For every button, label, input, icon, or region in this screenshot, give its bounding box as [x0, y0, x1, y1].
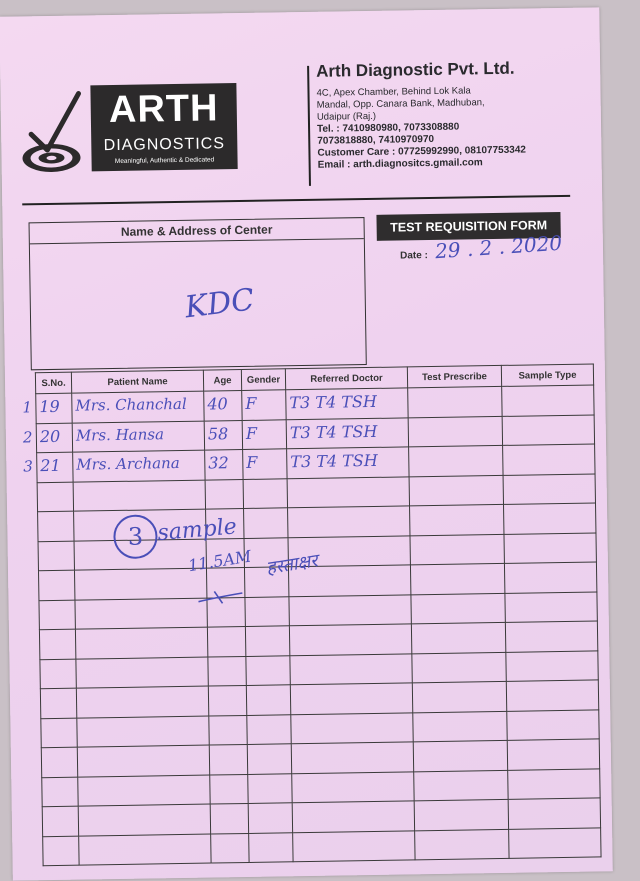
- cell-age: [204, 391, 242, 421]
- telephone: Tel. : 7410980980, 7073308880: [317, 121, 460, 135]
- cell-referred-doctor: [288, 506, 410, 537]
- cell-referred-doctor: [292, 801, 414, 832]
- cell-sample-type: [503, 444, 595, 475]
- cell-referred-doctor: [290, 653, 412, 684]
- cell-test-prescribe: [411, 622, 505, 653]
- col-gender: Gender: [241, 369, 285, 391]
- cell-sno: [38, 511, 74, 541]
- cell-test-prescribe: [409, 475, 503, 506]
- cell-test-prescribe: [412, 652, 506, 683]
- cell-sample-type: [502, 414, 594, 445]
- cell-age: [209, 715, 247, 745]
- center-box: [29, 217, 367, 370]
- center-value: KDC: [182, 282, 257, 326]
- cell-gender: [248, 773, 292, 803]
- cell-sno: [22, 393, 72, 423]
- header-rule: [22, 195, 570, 206]
- requisition-sheet: [0, 7, 613, 880]
- customer-care: Customer Care : 07725992990, 08107753342: [317, 144, 527, 159]
- address-line-2: Mandal, Opp. Canara Bank, Madhuban,: [316, 97, 485, 111]
- cell-gender: [242, 390, 286, 420]
- sample-note: sample: [156, 514, 238, 547]
- cell-sno: [40, 688, 76, 718]
- cell-test-prescribe: [415, 829, 509, 860]
- cell-referred-doctor: [286, 417, 408, 448]
- cell-test-prescribe: [410, 504, 504, 535]
- cell-patient-name: [77, 745, 209, 777]
- cell-age: [208, 685, 246, 715]
- cell-sample-type: [509, 827, 601, 858]
- cell-sno: [39, 629, 75, 659]
- cell-gender: [245, 596, 289, 626]
- cell-sample-type: [506, 680, 598, 711]
- cell-age: [210, 803, 248, 833]
- cell-referred-doctor: [289, 624, 411, 655]
- col-test-prescribe: Test Prescribe: [407, 365, 501, 387]
- handwritten-entry: 32: [208, 453, 229, 473]
- cell-age: [209, 744, 247, 774]
- logo-tagline: Meaningful, Authentic & Dedicated: [114, 156, 215, 165]
- cell-patient-name: [76, 686, 208, 718]
- cell-sno: [41, 747, 77, 777]
- cell-patient-name: [78, 775, 210, 807]
- cell-sno: [38, 570, 74, 600]
- cell-sample-type: [508, 798, 600, 829]
- cell-sample-type: [505, 621, 597, 652]
- handwritten-entry: F: [246, 452, 258, 472]
- cell-age: [210, 774, 248, 804]
- logo-box: [90, 83, 237, 171]
- handwritten-entry: 58: [207, 423, 229, 444]
- cell-referred-doctor: [286, 388, 408, 419]
- handwritten-entry: 21: [40, 455, 61, 476]
- cell-test-prescribe: [410, 534, 504, 565]
- handwritten-entry: 40: [207, 394, 228, 414]
- col-sample-type: Sample Type: [501, 364, 593, 386]
- handwritten-entry: T3 T4 TSH: [289, 421, 378, 442]
- cell-test-prescribe: [414, 799, 508, 830]
- cell-gender: [248, 803, 292, 833]
- cell-sample-type: [507, 709, 599, 740]
- cell-patient-name: [75, 598, 207, 630]
- cell-sno: [37, 482, 73, 512]
- cell-gender: [246, 685, 290, 715]
- cell-gender: [242, 419, 286, 449]
- cell-gender: [245, 626, 289, 656]
- cell-gender: [246, 655, 290, 685]
- cell-referred-doctor: [289, 594, 411, 625]
- cell-sample-type: [506, 650, 598, 681]
- col-referred-doctor: Referred Doctor: [285, 367, 407, 390]
- cell-age: [207, 626, 245, 656]
- cell-sample-type: [504, 532, 596, 563]
- handwritten-entry: 19: [39, 396, 60, 417]
- handwritten-entry: Mrs. Archana: [76, 453, 180, 474]
- cell-sno: [42, 777, 78, 807]
- cell-patient-name: [72, 391, 204, 423]
- cell-age: [204, 420, 242, 450]
- cell-patient-name: [73, 450, 205, 482]
- cell-gender: [244, 508, 288, 538]
- cell-referred-doctor: [291, 742, 413, 773]
- col-sno: S.No.: [35, 372, 71, 394]
- time-note: 11.5AM: [186, 546, 253, 576]
- date-label: Date :: [400, 250, 428, 262]
- col-patient-name: Patient Name: [71, 370, 203, 393]
- logo-brand: ARTH: [108, 87, 219, 132]
- cell-patient-name: [78, 804, 210, 836]
- cell-gender: [247, 744, 291, 774]
- test-table: [22, 363, 602, 866]
- cell-patient-name: [77, 716, 209, 748]
- address-line-1: 4C, Apex Chamber, Behind Lok Kala: [316, 85, 471, 99]
- address-line-3: Udaipur (Raj.): [316, 110, 377, 123]
- center-label: Name & Address of Center: [30, 218, 364, 244]
- margin-number: 1: [22, 398, 33, 417]
- cell-sno: [23, 452, 73, 482]
- cell-sample-type: [507, 739, 599, 770]
- cell-patient-name: [74, 568, 206, 600]
- cell-age: [208, 656, 246, 686]
- handwritten-entry: F: [245, 423, 258, 443]
- sample-count-circle: 3: [113, 514, 158, 559]
- tick-mark-icon: [196, 587, 246, 608]
- cell-gender: [249, 832, 293, 862]
- cell-sample-type: [502, 385, 594, 416]
- cell-sample-type: [508, 768, 600, 799]
- cell-sample-type: [503, 473, 595, 504]
- cell-test-prescribe: [409, 445, 503, 476]
- margin-number: 2: [22, 427, 33, 446]
- cell-patient-name: [79, 834, 211, 866]
- cell-age: [211, 833, 249, 863]
- handwritten-entry: F: [245, 393, 257, 413]
- email: Email : arth.diagnositcs.gmail.com: [317, 157, 483, 171]
- cell-referred-doctor: [291, 712, 413, 743]
- date-value: 29 . 2 . 2020: [434, 230, 563, 264]
- logo-sub: DIAGNOSTICS: [103, 135, 226, 155]
- cell-referred-doctor: [290, 683, 412, 714]
- cell-sno: [41, 718, 77, 748]
- target-check-icon: [20, 85, 85, 178]
- company-name: Arth Diagnostic Pvt. Ltd.: [316, 58, 515, 81]
- cell-test-prescribe: [408, 416, 502, 447]
- cell-referred-doctor: [292, 771, 414, 802]
- header-divider: [307, 66, 311, 186]
- cell-sno: [39, 600, 75, 630]
- cell-gender: [247, 714, 291, 744]
- handwritten-entry: T3 T4 TSH: [290, 450, 378, 472]
- handwritten-entry: Mrs. Hansa: [75, 424, 165, 445]
- cell-sno: [43, 836, 79, 866]
- cell-patient-name: [72, 421, 204, 453]
- cell-sample-type: [504, 503, 596, 534]
- cell-test-prescribe: [410, 563, 504, 594]
- cell-sno: [22, 423, 72, 453]
- cell-referred-doctor: [293, 830, 415, 861]
- cell-sno: [38, 541, 74, 571]
- margin-number: 3: [23, 457, 34, 476]
- cell-sample-type: [505, 591, 597, 622]
- cell-sno: [40, 659, 76, 689]
- cell-age: [205, 449, 243, 479]
- cell-test-prescribe: [411, 593, 505, 624]
- cell-test-prescribe: [412, 681, 506, 712]
- cell-gender: [243, 449, 287, 479]
- cell-patient-name: [75, 627, 207, 659]
- signature: हस्ताक्षर: [264, 550, 320, 580]
- cell-gender: [243, 478, 287, 508]
- cell-patient-name: [76, 657, 208, 689]
- cell-patient-name: [73, 480, 205, 512]
- cell-test-prescribe: [414, 770, 508, 801]
- col-age: Age: [203, 370, 241, 392]
- handwritten-entry: 20: [39, 426, 61, 446]
- cell-sample-type: [504, 562, 596, 593]
- company-info: [316, 58, 568, 172]
- cell-sno: [42, 806, 78, 836]
- cell-age: [205, 479, 243, 509]
- cell-referred-doctor: [287, 447, 409, 478]
- cell-test-prescribe: [408, 386, 502, 417]
- form-title: TEST REQUISITION FORM: [376, 212, 560, 241]
- handwritten-entry: T3 T4 TSH: [289, 391, 377, 413]
- telephone-2: 7073818880, 7410970970: [317, 133, 435, 147]
- cell-test-prescribe: [413, 740, 507, 771]
- cell-test-prescribe: [413, 711, 507, 742]
- handwritten-entry: Mrs. Chanchal: [75, 394, 187, 415]
- cell-referred-doctor: [287, 476, 409, 507]
